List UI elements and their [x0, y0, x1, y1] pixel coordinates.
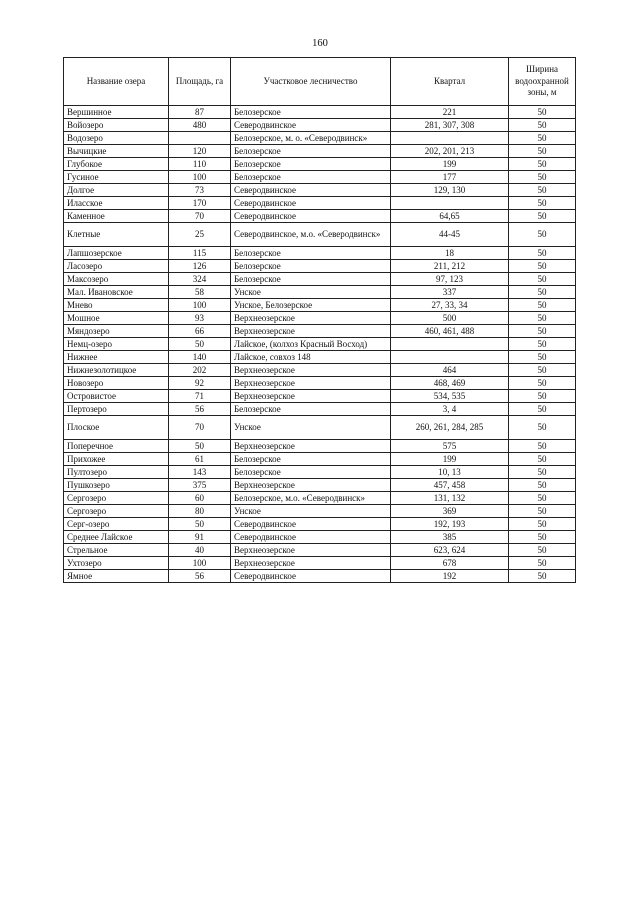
zone-width-cell: 50: [509, 197, 576, 210]
table-row: [64, 377, 576, 390]
area-cell: 324: [169, 273, 231, 286]
quarter-cell: 460, 461, 488: [391, 325, 509, 338]
area-cell: 170: [169, 197, 231, 210]
page-number: 160: [312, 38, 328, 49]
zone-width-cell: 50: [509, 247, 576, 260]
quarter-cell: 211, 212: [391, 260, 509, 273]
table-row: [64, 119, 576, 132]
forestry-cell: Белозерское: [231, 466, 391, 479]
forestry-cell: Верхнеозерское: [231, 312, 391, 325]
zone-width-cell: 50: [509, 106, 576, 119]
area-cell: 25: [169, 223, 231, 247]
forestry-cell: Белозерское: [231, 453, 391, 466]
lake-name-cell: Прихожее: [64, 453, 169, 466]
forestry-cell: Унское, Белозерское: [231, 299, 391, 312]
lake-name-cell: Серг-озеро: [64, 518, 169, 531]
forestry-cell: Белозерское: [231, 247, 391, 260]
table-row: [64, 492, 576, 505]
quarter-cell: [391, 132, 509, 145]
table-row: [64, 299, 576, 312]
area-cell: 58: [169, 286, 231, 299]
lake-name-cell: Плоское: [64, 416, 169, 440]
zone-width-cell: 50: [509, 518, 576, 531]
forestry-cell: Унское: [231, 505, 391, 518]
quarter-cell: 500: [391, 312, 509, 325]
area-cell: 50: [169, 518, 231, 531]
zone-width-cell: 50: [509, 273, 576, 286]
lake-name-cell: Долгое: [64, 184, 169, 197]
table-row: [64, 531, 576, 544]
zone-width-cell: 50: [509, 158, 576, 171]
forestry-cell: Северодвинское: [231, 119, 391, 132]
zone-width-cell: 50: [509, 184, 576, 197]
quarter-cell: 281, 307, 308: [391, 119, 509, 132]
quarter-cell: 260, 261, 284, 285: [391, 416, 509, 440]
lake-name-cell: Стрельное: [64, 544, 169, 557]
lake-name-cell: Вычицкие: [64, 145, 169, 158]
table-row: [64, 325, 576, 338]
zone-width-cell: 50: [509, 325, 576, 338]
area-cell: 120: [169, 145, 231, 158]
table-row: [64, 184, 576, 197]
quarter-cell: 468, 469: [391, 377, 509, 390]
forestry-cell: Белозерское, м. о. «Северодвинск»: [231, 132, 391, 145]
zone-width-cell: 50: [509, 312, 576, 325]
zone-width-cell: 50: [509, 119, 576, 132]
table-row: [64, 364, 576, 377]
area-cell: [169, 132, 231, 145]
table-row: [64, 312, 576, 325]
zone-width-cell: 50: [509, 377, 576, 390]
lake-name-cell: Сергозеро: [64, 492, 169, 505]
table-row: [64, 557, 576, 570]
area-cell: 115: [169, 247, 231, 260]
zone-width-cell: 50: [509, 260, 576, 273]
quarter-cell: 97, 123: [391, 273, 509, 286]
quarter-cell: 575: [391, 440, 509, 453]
area-cell: 375: [169, 479, 231, 492]
table-row: [64, 247, 576, 260]
zone-width-cell: 50: [509, 557, 576, 570]
quarter-cell: 192, 193: [391, 518, 509, 531]
quarter-cell: 221: [391, 106, 509, 119]
lake-name-cell: Нижнезолотицкое: [64, 364, 169, 377]
quarter-cell: [391, 338, 509, 351]
lake-name-cell: Пушкозеро: [64, 479, 169, 492]
table-row: [64, 518, 576, 531]
quarter-cell: 131, 132: [391, 492, 509, 505]
forestry-cell: Белозерское: [231, 158, 391, 171]
area-cell: 71: [169, 390, 231, 403]
quarter-cell: 464: [391, 364, 509, 377]
zone-width-cell: 50: [509, 479, 576, 492]
area-cell: 50: [169, 440, 231, 453]
quarter-cell: 369: [391, 505, 509, 518]
quarter-cell: 678: [391, 557, 509, 570]
area-cell: 91: [169, 531, 231, 544]
quarter-cell: 385: [391, 531, 509, 544]
lake-name-cell: Нижнее: [64, 351, 169, 364]
table-row: [64, 197, 576, 210]
table-row: [64, 260, 576, 273]
table-row: [64, 505, 576, 518]
lake-name-cell: Пултозеро: [64, 466, 169, 479]
quarter-cell: 202, 201, 213: [391, 145, 509, 158]
quarter-cell: 199: [391, 158, 509, 171]
lake-name-cell: Мнево: [64, 299, 169, 312]
lake-name-cell: Среднее Лайское: [64, 531, 169, 544]
table-row: [64, 132, 576, 145]
header-forestry: Участковое лесничество: [231, 58, 391, 106]
area-cell: 56: [169, 570, 231, 583]
forestry-cell: Верхнеозерское: [231, 544, 391, 557]
area-cell: 202: [169, 364, 231, 377]
lake-name-cell: Войозеро: [64, 119, 169, 132]
lake-name-cell: Немц-озеро: [64, 338, 169, 351]
lake-name-cell: Пертозеро: [64, 403, 169, 416]
quarter-cell: [391, 197, 509, 210]
forestry-cell: Белозерское: [231, 171, 391, 184]
area-cell: 100: [169, 299, 231, 312]
forestry-cell: Верхнеозерское: [231, 377, 391, 390]
table-row: [64, 273, 576, 286]
zone-width-cell: 50: [509, 286, 576, 299]
forestry-cell: Верхнеозерское: [231, 440, 391, 453]
zone-width-cell: 50: [509, 145, 576, 158]
quarter-cell: 457, 458: [391, 479, 509, 492]
lake-name-cell: Мяндозеро: [64, 325, 169, 338]
zone-width-cell: 50: [509, 171, 576, 184]
lake-name-cell: Мошное: [64, 312, 169, 325]
table-row: [64, 466, 576, 479]
zone-width-cell: 50: [509, 440, 576, 453]
quarter-cell: 27, 33, 34: [391, 299, 509, 312]
zone-width-cell: 50: [509, 132, 576, 145]
table-row: [64, 223, 576, 247]
forestry-cell: Северодвинское: [231, 531, 391, 544]
zone-width-cell: 50: [509, 364, 576, 377]
table-row: [64, 351, 576, 364]
area-cell: 140: [169, 351, 231, 364]
lake-name-cell: Сергозеро: [64, 505, 169, 518]
forestry-cell: Верхнеозерское: [231, 364, 391, 377]
forestry-cell: Северодвинское: [231, 210, 391, 223]
header-lake-name: Название озера: [64, 58, 169, 106]
zone-width-cell: 50: [509, 338, 576, 351]
forestry-cell: Северодвинское: [231, 197, 391, 210]
zone-width-cell: 50: [509, 351, 576, 364]
area-cell: 87: [169, 106, 231, 119]
quarter-cell: 3, 4: [391, 403, 509, 416]
quarter-cell: 64,65: [391, 210, 509, 223]
zone-width-cell: 50: [509, 570, 576, 583]
forestry-cell: Северодвинское: [231, 184, 391, 197]
table-row: [64, 106, 576, 119]
quarter-cell: 199: [391, 453, 509, 466]
lake-name-cell: Ямное: [64, 570, 169, 583]
quarter-cell: 623, 624: [391, 544, 509, 557]
lake-name-cell: Клетные: [64, 223, 169, 247]
table-row: [64, 416, 576, 440]
table-body: [64, 106, 576, 583]
lake-name-cell: Иласское: [64, 197, 169, 210]
table-header-row: [64, 58, 576, 106]
table-row: [64, 210, 576, 223]
lake-name-cell: Ласозеро: [64, 260, 169, 273]
lake-name-cell: Поперечное: [64, 440, 169, 453]
forestry-cell: Верхнеозерское: [231, 390, 391, 403]
table-row: [64, 286, 576, 299]
area-cell: 60: [169, 492, 231, 505]
quarter-cell: 192: [391, 570, 509, 583]
header-quarter: Квартал: [391, 58, 509, 106]
lake-name-cell: Максозеро: [64, 273, 169, 286]
lake-name-cell: Мал. Ивановское: [64, 286, 169, 299]
table-row: [64, 479, 576, 492]
lake-name-cell: Вершинное: [64, 106, 169, 119]
forestry-cell: Белозерское: [231, 403, 391, 416]
table-row: [64, 145, 576, 158]
forestry-cell: Белозерское, м.о. «Северодвинск»: [231, 492, 391, 505]
lake-name-cell: Новозеро: [64, 377, 169, 390]
zone-width-cell: 50: [509, 416, 576, 440]
header-area: Площадь, га: [169, 58, 231, 106]
zone-width-cell: 50: [509, 403, 576, 416]
area-cell: 143: [169, 466, 231, 479]
table-row: [64, 171, 576, 184]
quarter-cell: 337: [391, 286, 509, 299]
zone-width-cell: 50: [509, 210, 576, 223]
zone-width-cell: 50: [509, 223, 576, 247]
area-cell: 480: [169, 119, 231, 132]
area-cell: 100: [169, 171, 231, 184]
table-row: [64, 570, 576, 583]
table-row: [64, 338, 576, 351]
table-row: [64, 390, 576, 403]
forestry-cell: Верхнеозерское: [231, 325, 391, 338]
lake-name-cell: Глубокое: [64, 158, 169, 171]
zone-width-cell: 50: [509, 531, 576, 544]
zone-width-cell: 50: [509, 544, 576, 557]
area-cell: 70: [169, 416, 231, 440]
area-cell: 61: [169, 453, 231, 466]
forestry-cell: Лайское, совхоз 148: [231, 351, 391, 364]
quarter-cell: [391, 351, 509, 364]
table-row: [64, 440, 576, 453]
quarter-cell: 10, 13: [391, 466, 509, 479]
zone-width-cell: 50: [509, 390, 576, 403]
area-cell: 40: [169, 544, 231, 557]
zone-width-cell: 50: [509, 299, 576, 312]
lake-name-cell: Водозеро: [64, 132, 169, 145]
lake-name-cell: Ухтозеро: [64, 557, 169, 570]
zone-width-cell: 50: [509, 492, 576, 505]
forestry-cell: Северодвинское: [231, 518, 391, 531]
area-cell: 92: [169, 377, 231, 390]
quarter-cell: 18: [391, 247, 509, 260]
forestry-cell: Верхнеозерское: [231, 479, 391, 492]
table-row: [64, 158, 576, 171]
lake-name-cell: Каменное: [64, 210, 169, 223]
zone-width-cell: 50: [509, 505, 576, 518]
area-cell: 56: [169, 403, 231, 416]
quarter-cell: 129, 130: [391, 184, 509, 197]
zone-width-cell: 50: [509, 453, 576, 466]
table-row: [64, 403, 576, 416]
area-cell: 73: [169, 184, 231, 197]
area-cell: 66: [169, 325, 231, 338]
lake-name-cell: Гусиное: [64, 171, 169, 184]
forestry-cell: Белозерское: [231, 260, 391, 273]
forestry-cell: Лайское, (колхоз Красный Восход): [231, 338, 391, 351]
table-row: [64, 453, 576, 466]
forestry-cell: Белозерское: [231, 106, 391, 119]
area-cell: 93: [169, 312, 231, 325]
forestry-cell: Верхнеозерское: [231, 557, 391, 570]
forestry-cell: Унское: [231, 286, 391, 299]
quarter-cell: 44-45: [391, 223, 509, 247]
forestry-cell: Северодвинское, м.о. «Северодвинск»: [231, 223, 391, 247]
area-cell: 110: [169, 158, 231, 171]
zone-width-cell: 50: [509, 466, 576, 479]
quarter-cell: 177: [391, 171, 509, 184]
area-cell: 70: [169, 210, 231, 223]
area-cell: 80: [169, 505, 231, 518]
forestry-cell: Белозерское: [231, 273, 391, 286]
forestry-cell: Унское: [231, 416, 391, 440]
forestry-cell: Белозерское: [231, 145, 391, 158]
lakes-table: [63, 57, 576, 583]
area-cell: 100: [169, 557, 231, 570]
quarter-cell: 534, 535: [391, 390, 509, 403]
lake-name-cell: Островистое: [64, 390, 169, 403]
forestry-cell: Северодвинское: [231, 570, 391, 583]
area-cell: 126: [169, 260, 231, 273]
area-cell: 50: [169, 338, 231, 351]
header-zone-width: Ширина водоохранной зоны, м: [509, 58, 576, 106]
lake-name-cell: Лапшозерское: [64, 247, 169, 260]
table-row: [64, 544, 576, 557]
